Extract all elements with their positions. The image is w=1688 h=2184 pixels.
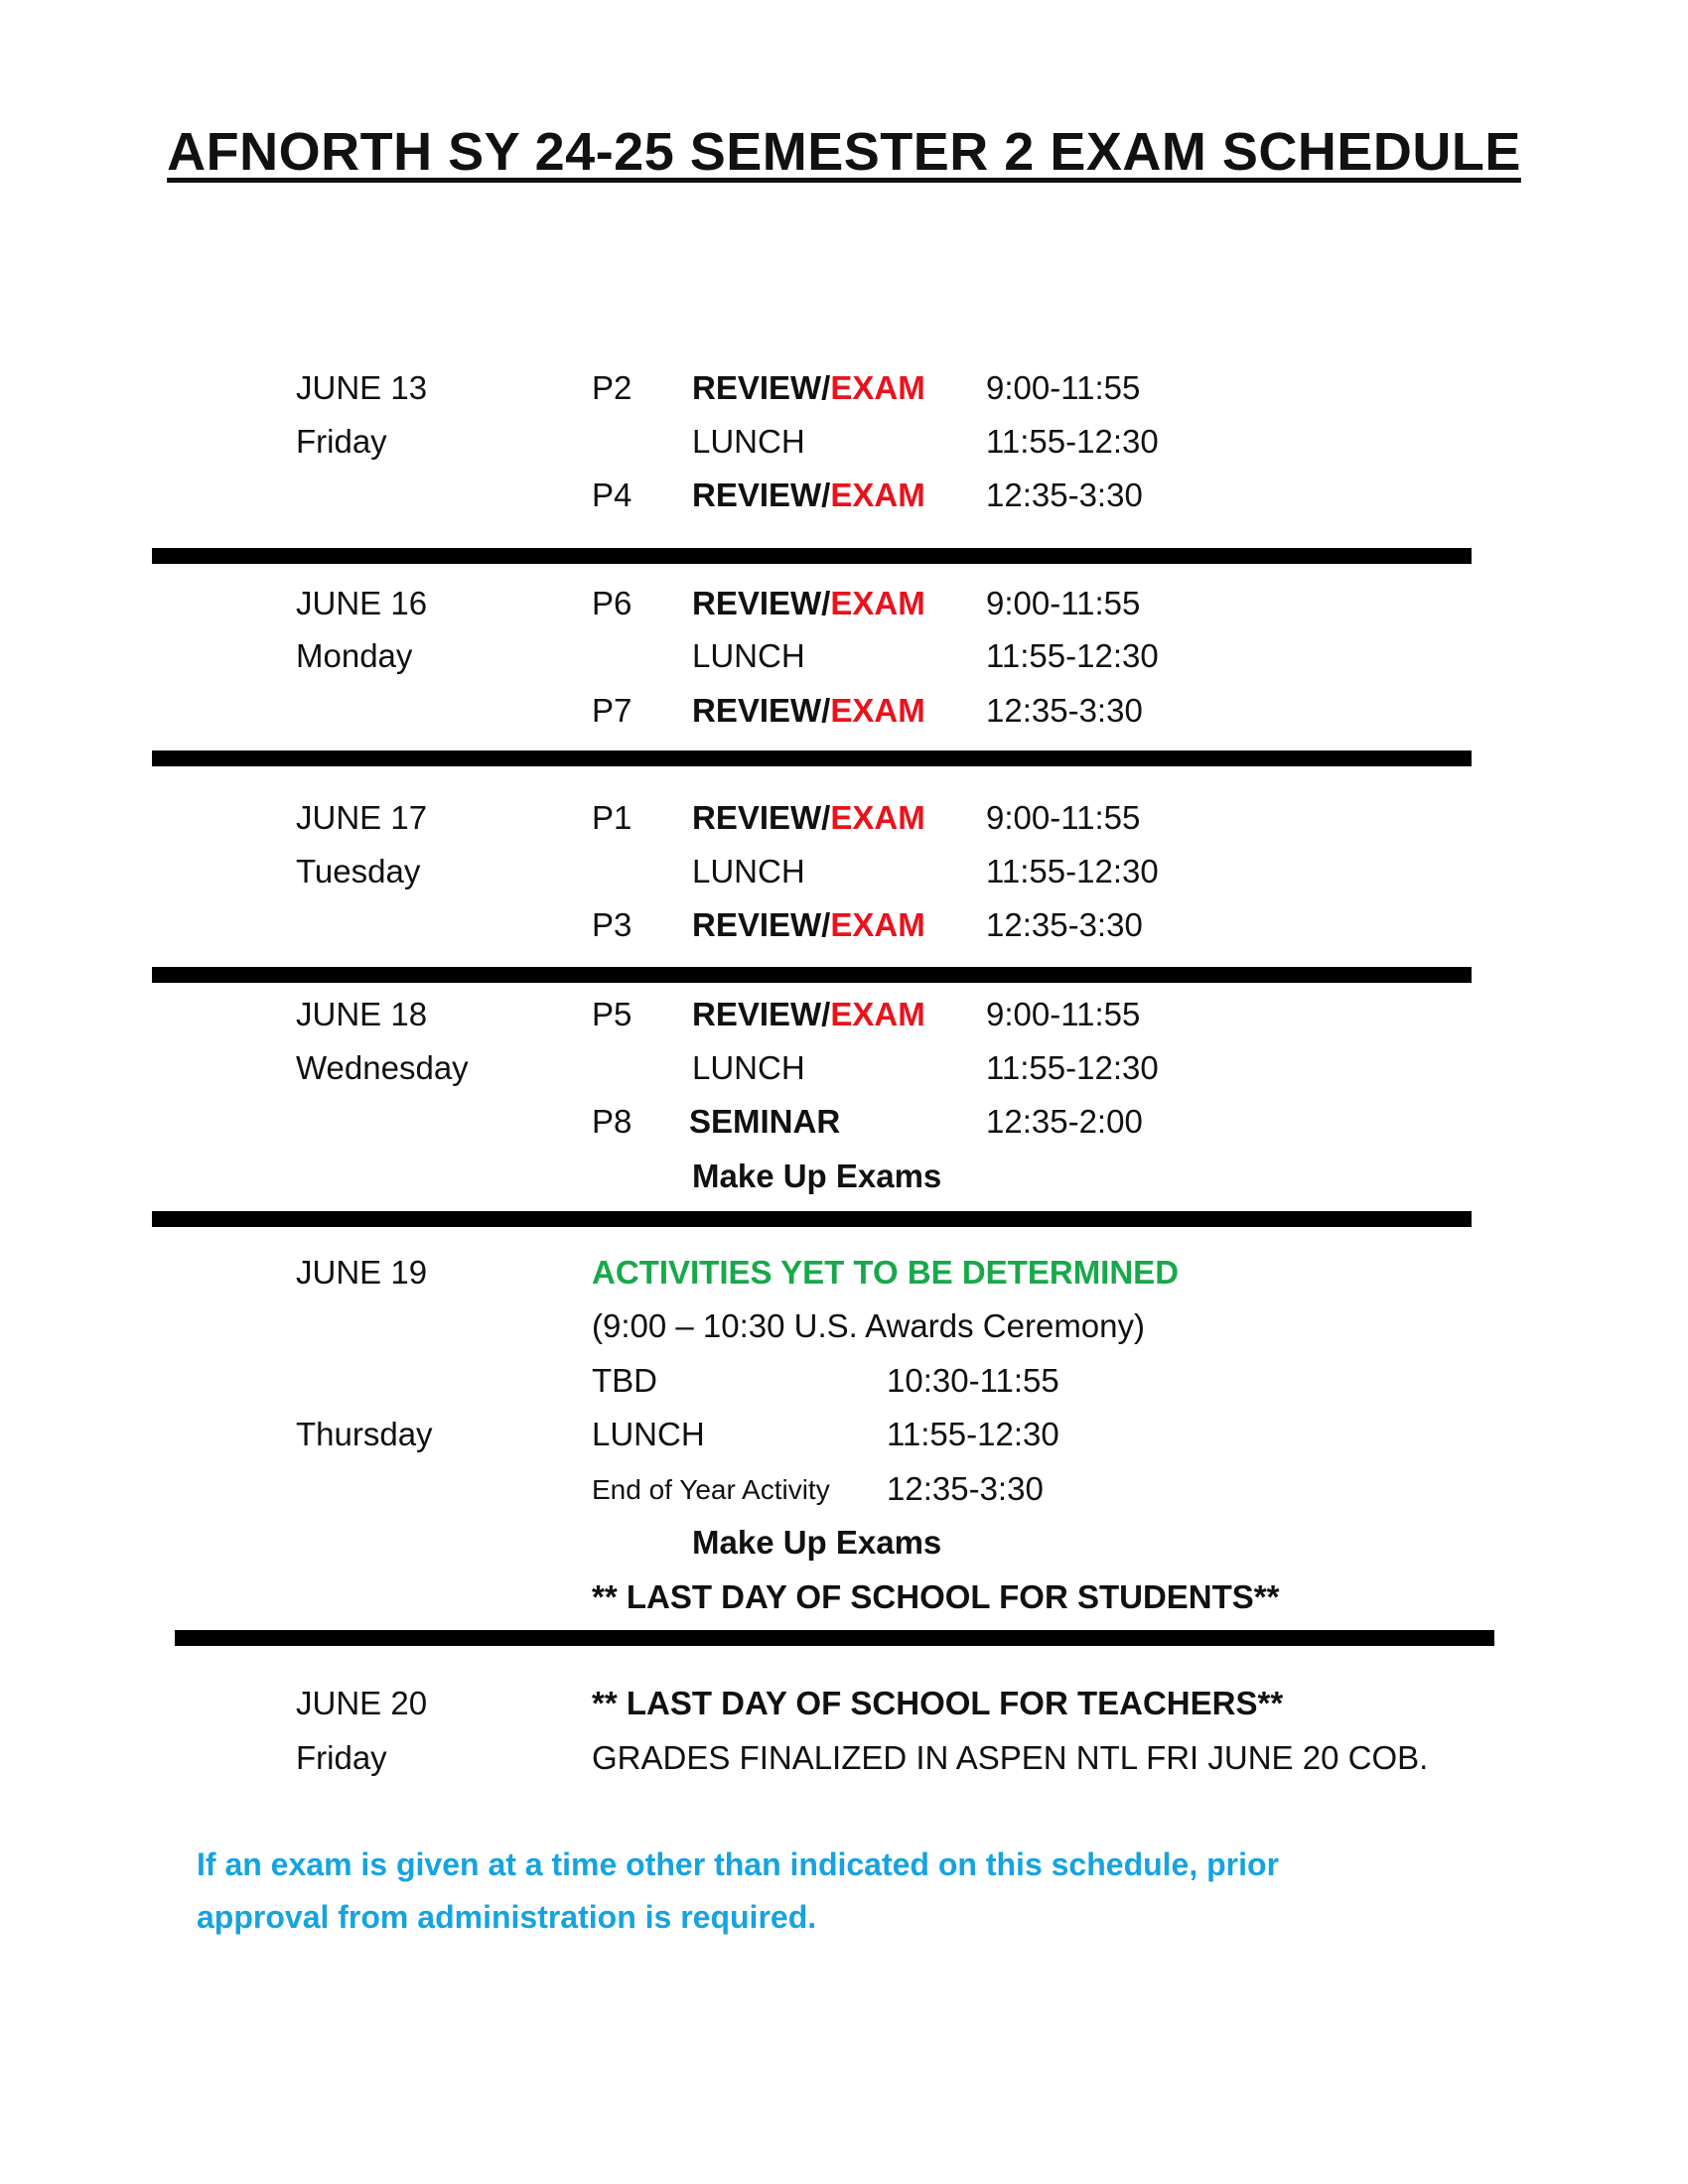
day-date: JUNE 20	[296, 1685, 428, 1721]
exam-label: EXAM	[830, 799, 925, 836]
make-up-exams-note: Make Up Exams	[692, 1158, 942, 1194]
time: 10:30-11:55	[887, 1362, 1059, 1399]
day-weekday: Wednesday	[296, 1049, 469, 1086]
activity-lunch: LUNCH	[692, 1049, 805, 1086]
time: 9:00-11:55	[986, 799, 1141, 836]
day-date: JUNE 18	[296, 996, 428, 1032]
day-date: JUNE 17	[296, 799, 428, 836]
day-date: JUNE 13	[296, 369, 428, 406]
activity-review-exam	[692, 368, 925, 408]
page-title: AFNORTH SY 24-25 SEMESTER 2 EXAM SCHEDULE	[167, 122, 1521, 182]
footer-note-line-1: If an exam is given at a time other than indicated on this schedule, prior	[197, 1846, 1280, 1882]
period: P3	[592, 906, 633, 943]
period: P2	[592, 369, 633, 406]
time: 11:55-12:30	[986, 1049, 1159, 1086]
activity-review-exam	[692, 995, 925, 1034]
period: P4	[592, 477, 633, 513]
period: P1	[592, 799, 633, 836]
activity-lunch: LUNCH	[592, 1416, 705, 1452]
review-label: REVIEW/	[692, 906, 831, 943]
activity-lunch: LUNCH	[692, 637, 805, 674]
day-weekday: Friday	[296, 1739, 387, 1776]
exam-label: EXAM	[830, 369, 925, 406]
time: 11:55-12:30	[986, 637, 1159, 674]
exam-label: EXAM	[830, 996, 925, 1032]
activities-heading: ACTIVITIES YET TO BE DETERMINED	[592, 1254, 1180, 1291]
day-date: JUNE 16	[296, 585, 428, 621]
review-label: REVIEW/	[692, 369, 831, 406]
activity-lunch: LUNCH	[692, 423, 805, 460]
period: P8	[592, 1103, 633, 1140]
section-divider	[152, 548, 1472, 564]
section-divider	[152, 1211, 1472, 1227]
time: 11:55-12:30	[986, 423, 1159, 460]
activity-end-of-year: End of Year Activity	[592, 1474, 830, 1505]
review-label: REVIEW/	[692, 692, 831, 729]
day-date: JUNE 19	[296, 1254, 428, 1291]
period: P5	[592, 996, 633, 1032]
exam-label: EXAM	[830, 692, 925, 729]
time: 12:35-3:30	[887, 1470, 1044, 1507]
time: 11:55-12:30	[986, 853, 1159, 889]
activity-review-exam	[692, 691, 925, 731]
grades-finalized-note: GRADES FINALIZED IN ASPEN NTL FRI JUNE 20 COB.	[592, 1739, 1429, 1776]
awards-ceremony-note: (9:00 – 10:30 U.S. Awards Ceremony)	[592, 1307, 1146, 1344]
last-day-students: ** LAST DAY OF SCHOOL FOR STUDENTS**	[592, 1578, 1280, 1615]
exam-label: EXAM	[830, 477, 925, 513]
time: 12:35-3:30	[986, 692, 1143, 729]
review-label: REVIEW/	[692, 477, 831, 513]
activity-lunch: LUNCH	[692, 853, 805, 889]
day-weekday: Friday	[296, 423, 387, 460]
review-label: REVIEW/	[692, 799, 831, 836]
activity-seminar: SEMINAR	[689, 1103, 841, 1140]
exam-label: EXAM	[830, 906, 925, 943]
activity-review-exam	[692, 798, 925, 838]
activity-review-exam	[692, 476, 925, 515]
review-label: REVIEW/	[692, 996, 831, 1032]
section-divider	[152, 967, 1472, 983]
activity-tbd: TBD	[592, 1362, 657, 1399]
time: 9:00-11:55	[986, 585, 1141, 621]
time: 12:35-2:00	[986, 1103, 1143, 1140]
day-weekday: Monday	[296, 637, 413, 674]
section-divider	[175, 1630, 1494, 1646]
period: P6	[592, 585, 633, 621]
time: 9:00-11:55	[986, 369, 1141, 406]
day-weekday: Tuesday	[296, 853, 421, 889]
make-up-exams-note: Make Up Exams	[692, 1524, 942, 1561]
section-divider	[152, 751, 1472, 766]
activity-review-exam	[692, 905, 925, 945]
review-label: REVIEW/	[692, 585, 831, 621]
time: 12:35-3:30	[986, 477, 1143, 513]
time: 9:00-11:55	[986, 996, 1141, 1032]
time: 11:55-12:30	[887, 1416, 1059, 1452]
day-weekday: Thursday	[296, 1416, 433, 1452]
activity-review-exam	[692, 584, 925, 623]
exam-label: EXAM	[830, 585, 925, 621]
time: 12:35-3:30	[986, 906, 1143, 943]
period: P7	[592, 692, 633, 729]
last-day-teachers: ** LAST DAY OF SCHOOL FOR TEACHERS**	[592, 1685, 1284, 1721]
footer-note-line-2: approval from administration is required.	[197, 1899, 817, 1935]
